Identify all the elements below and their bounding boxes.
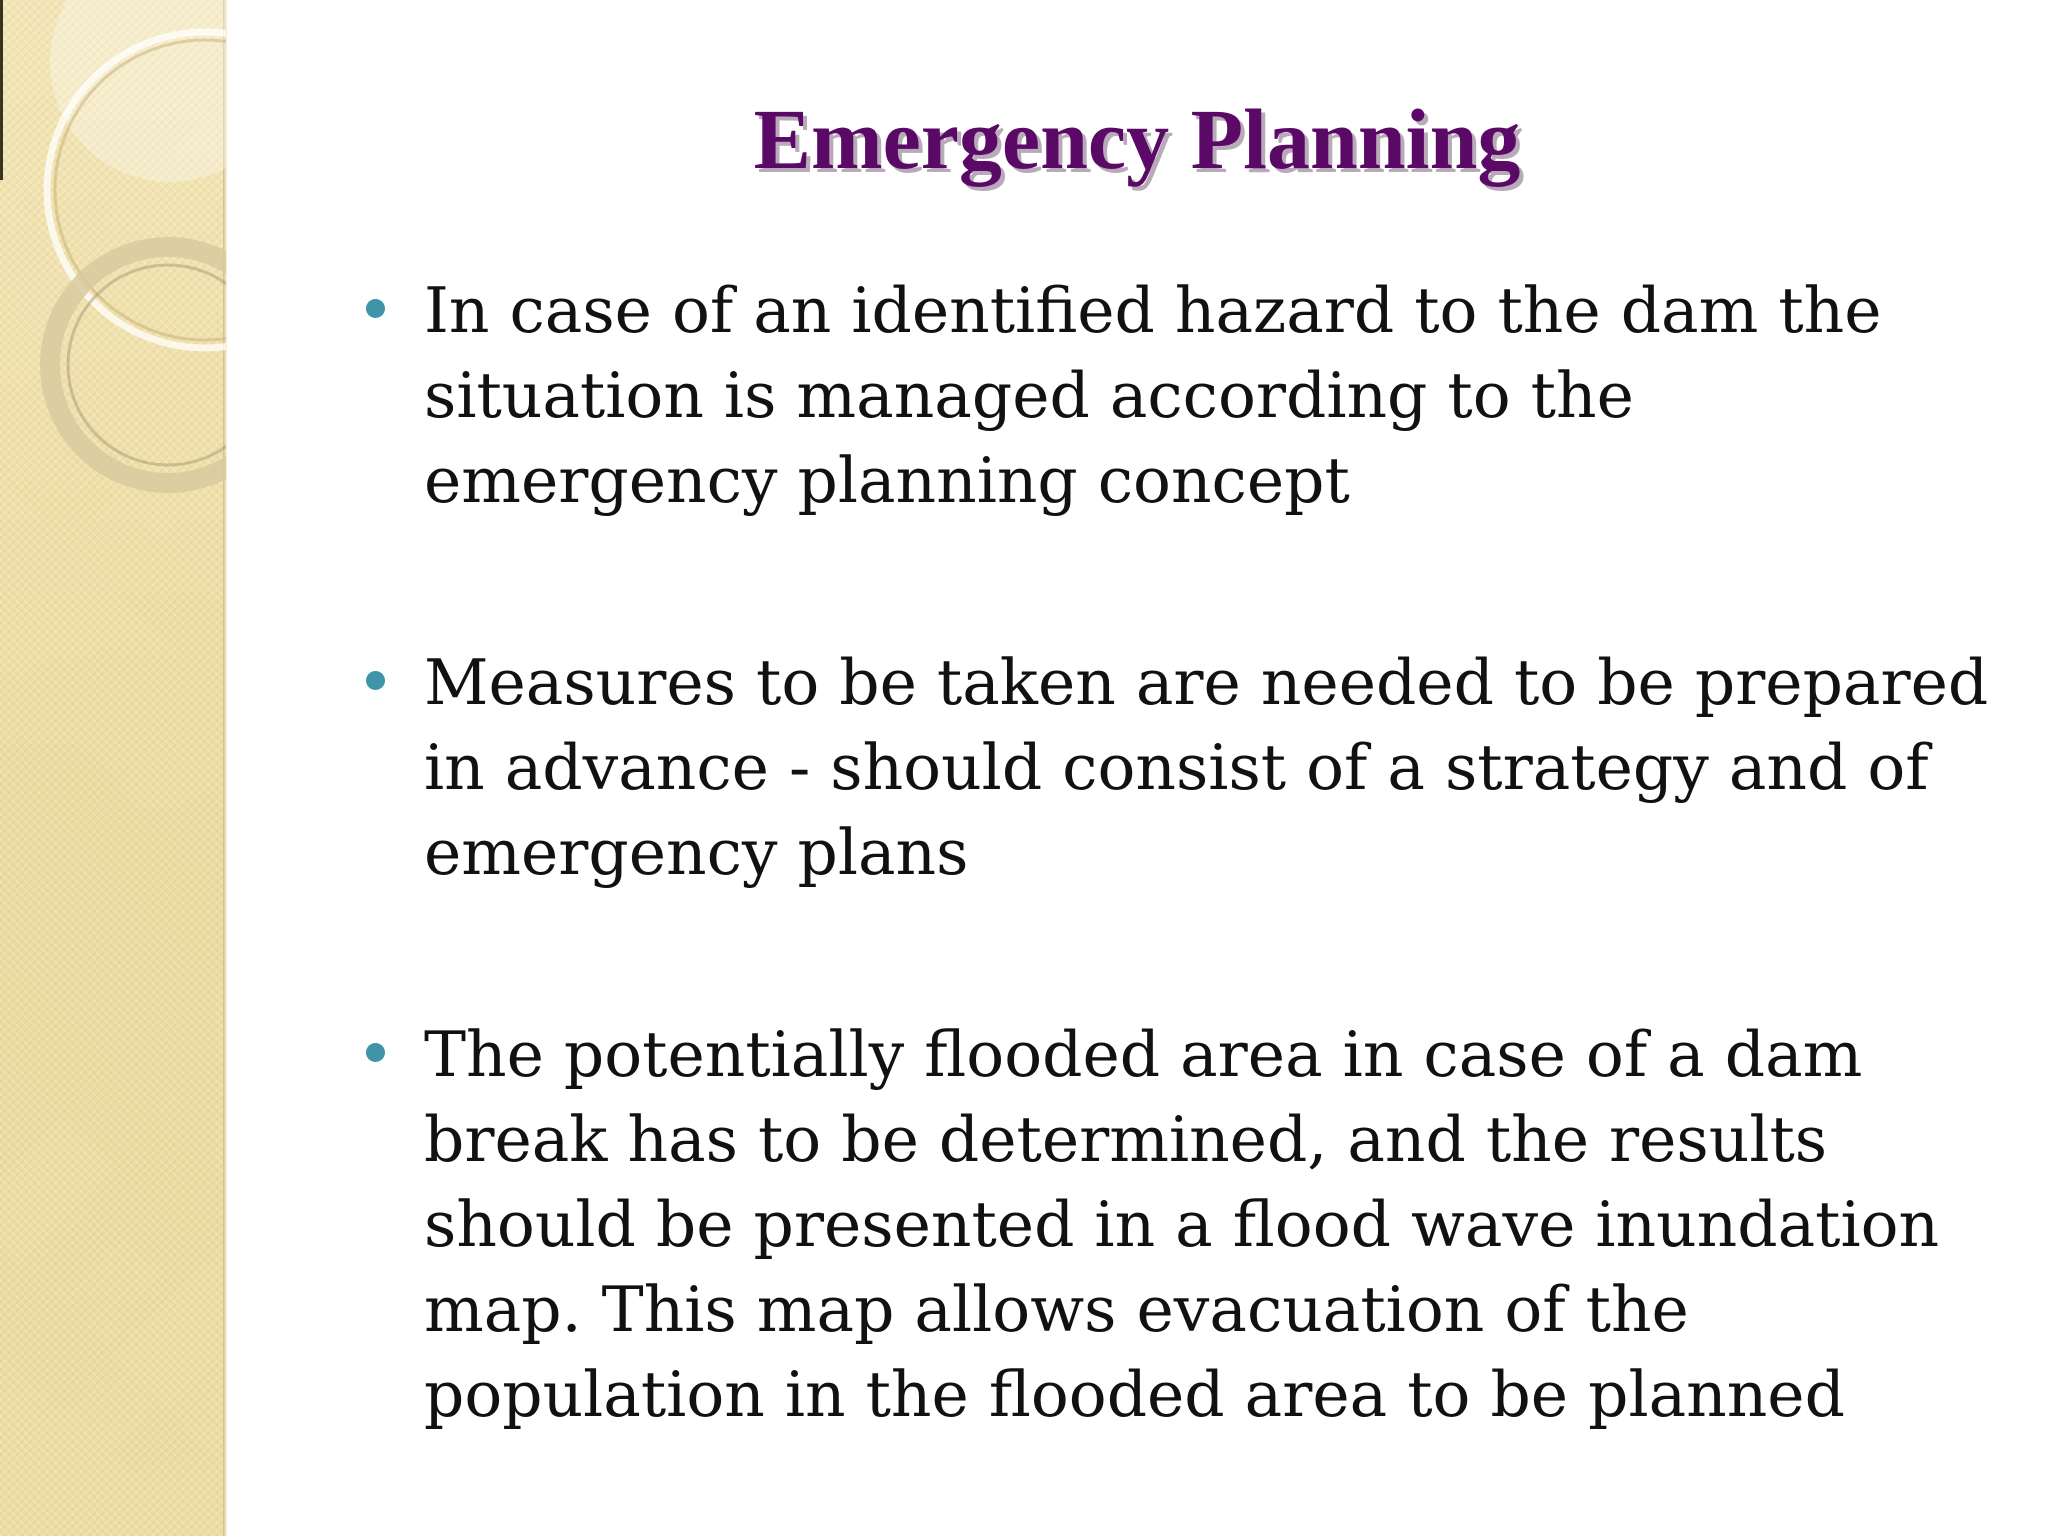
bullet-icon (366, 299, 385, 318)
lower-ring-inner (68, 265, 226, 465)
lower-ring (50, 247, 226, 483)
bullet-item (358, 1012, 1998, 1437)
bullet-list (358, 268, 1998, 1536)
bullet-icon (366, 671, 385, 690)
slide-title: Emergency Planning (753, 91, 1521, 187)
bullet-text: Measures to be taken are needed to be prepared in advance - should consist of a strategy and of emergency plans (424, 646, 1989, 889)
bullet-text: In case of an identified hazard to the dam the situation is managed according to the emergency planning concept (424, 274, 1882, 517)
bullet-text: The potentially flooded area in case of a dam break has to be determined, and the results should be presented in a flood wave inundation map. This map allows evacuation of the population in the flooded area to be planned (424, 1018, 1940, 1431)
decorative-rings (0, 0, 226, 520)
bullet-item (358, 268, 1998, 523)
bullet-item (358, 640, 1998, 895)
bullet-icon (366, 1043, 385, 1062)
ring-highlight (50, 0, 226, 182)
